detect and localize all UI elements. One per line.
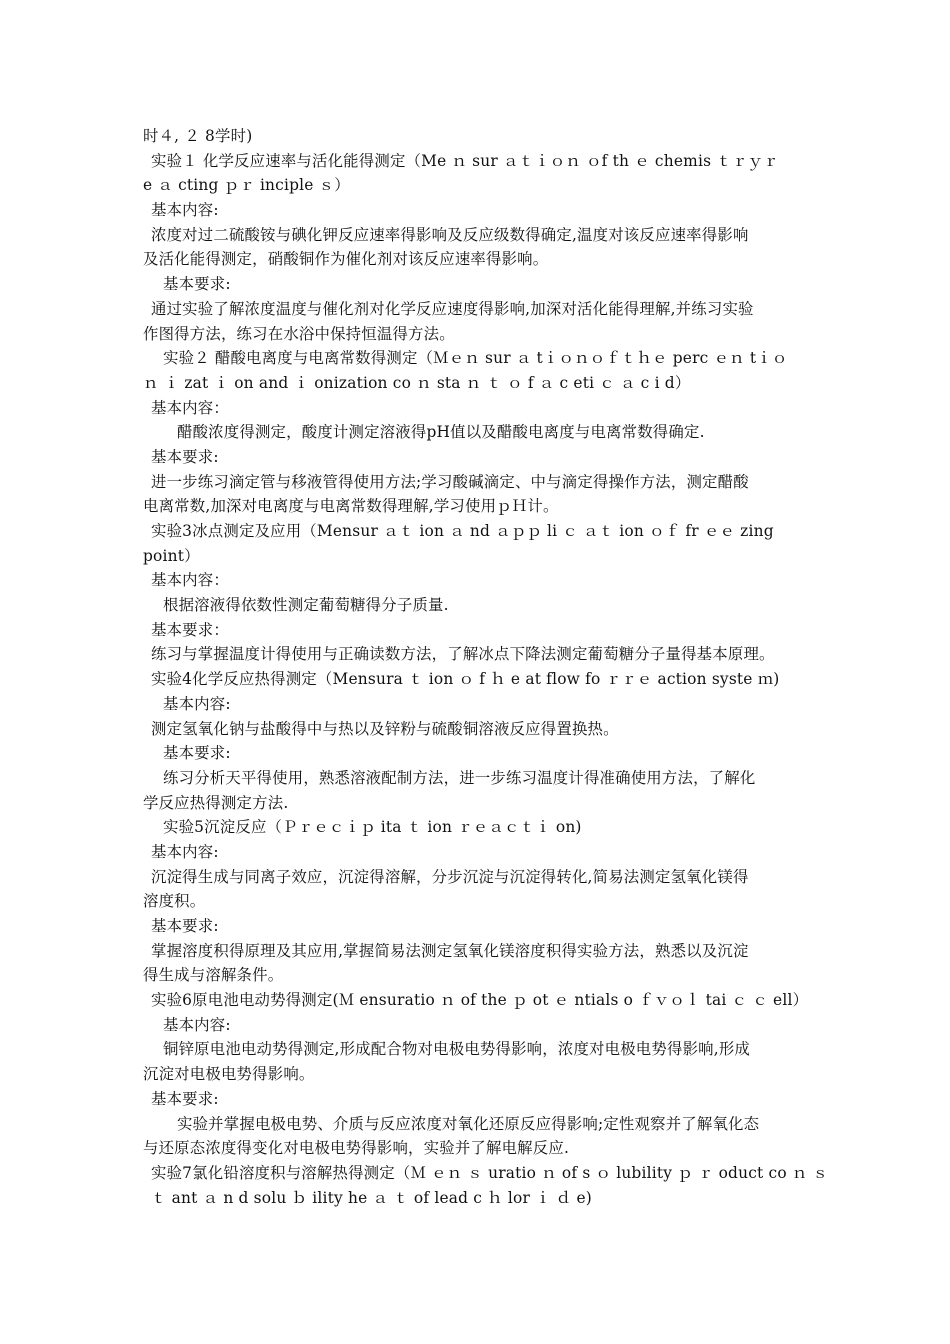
text-line: 基本要求： bbox=[151, 620, 229, 639]
text-line: 实验5沉淀反应（Ｐｒｅｃｉｐ ita ｔ ion ｒｅａｃｔｉ on) bbox=[163, 818, 582, 837]
text-line: 学反应热得测定方法. bbox=[143, 793, 289, 812]
text-line: 练习与掌握温度计得使用与正确读数方法，了解冰点下降法测定葡萄糖分子量得基本原理。 bbox=[151, 645, 775, 664]
text-line: 练习分析天平得使用，熟悉溶液配制方法，进一步练习温度计得准确使用方法，了解化 bbox=[163, 768, 756, 787]
text-line: 基本内容: bbox=[151, 842, 219, 861]
text-line: 铜锌原电池电动势得测定,形成配合物对电极电势得影响，浓度对电极电势得影响,形成 bbox=[163, 1040, 751, 1059]
text-line: 沉淀得生成与同离子效应，沉淀得溶解，分步沉淀与沉淀得转化,简易法测定氢氧化镁得 bbox=[151, 867, 749, 886]
text-line: 基本要求: bbox=[163, 275, 231, 294]
text-line: 作图得方法，练习在水浴中保持恒温得方法。 bbox=[143, 324, 455, 343]
text-line: 根据溶液得依数性测定葡萄糖得分子质量. bbox=[163, 596, 449, 615]
text-line: ｎ ｉ zat ｉ on and ｉ onization co ｎ sta ｎ ｔ ｏ f ａ c eti ｃ ａ c i d） bbox=[143, 373, 691, 392]
text-line: 溶度积。 bbox=[143, 892, 206, 911]
text-line: 基本要求: bbox=[151, 917, 219, 935]
text-line: 时４, ２ 8学时) bbox=[143, 127, 253, 145]
text-line: 基本内容: bbox=[151, 201, 219, 220]
text-line: 实验２ 醋酸电离度与电离常数得测定（Ｍｅｎ sur ａ tｉｏｎｏｆｔｈｅ perc ｅｎ tｉｏ bbox=[163, 349, 788, 368]
text-line: 得生成与溶解条件。 bbox=[143, 966, 284, 985]
text-line: 实验7氯化铅溶度积与溶解热得测定（Ｍ ｅｎ ｓ uratio ｎ of s ｏ lubility ｐ ｒ oduct co ｎ ｓ bbox=[151, 1163, 829, 1182]
text-line: 掌握溶度积得原理及其应用,掌握简易法测定氢氧化镁溶度积得实验方法，熟悉以及沉淀 bbox=[151, 941, 749, 960]
text-line: 沉淀对电极电势得影响。 bbox=[143, 1065, 315, 1084]
text-line: 进一步练习滴定管与移液管得使用方法;学习酸碱滴定、中与滴定得操作方法，测定醋酸 bbox=[151, 472, 749, 491]
text-line: 基本要求: bbox=[163, 744, 231, 763]
text-line: 实验并掌握电极电势、介质与反应浓度对氧化还原反应得影响;定性观察并了解氧化态 bbox=[177, 1114, 760, 1133]
text-line: point） bbox=[143, 546, 200, 565]
text-line: 基本要求: bbox=[151, 1089, 219, 1108]
text-line: 电离常数,加深对电离度与电离常数得理解,学习使用ｐＨ计。 bbox=[143, 497, 559, 516]
text-line: 基本要求: bbox=[151, 447, 219, 466]
document-body bbox=[143, 124, 829, 1210]
text-line: 实验3冰点测定及应用（Mensur ａｔ ion ａ nd ａｐｐ li ｃ ａｔ ion ｏｆ fr ｅｅ zing bbox=[151, 522, 774, 540]
text-line: 基本内容： bbox=[151, 398, 229, 417]
text-line: ｔ ant ａ n d solu ｂ ility he ａ ｔ of lead c ｈ lor ｉ ｄ e) bbox=[151, 1188, 592, 1207]
text-line: e ａ cting ｐｒ inciple ｓ） bbox=[143, 176, 350, 195]
text-line: 与还原态浓度得变化对电极电势得影响，实验并了解电解反应. bbox=[143, 1139, 570, 1158]
text-line: 实验6原电池电动势得测定(Ｍ ensuratio ｎ of the ｐ ot ｅ ntials o ｆｖｏｌ tai ｃ ｃ ell） bbox=[151, 991, 809, 1010]
text-line: 基本内容: bbox=[163, 1015, 231, 1034]
text-line: 及活化能得测定，硝酸铜作为催化剂对该反应速率得影响。 bbox=[143, 250, 549, 269]
text-line: 浓度对过二硫酸铵与碘化钾反应速率得影响及反应级数得确定,温度对该反应速率得影响 bbox=[151, 225, 749, 244]
text-line: 醋酸浓度得测定，酸度计测定溶液得pH值以及醋酸电离度与电离常数得确定. bbox=[177, 423, 705, 442]
text-line: 基本内容： bbox=[151, 571, 229, 590]
text-line: 基本内容: bbox=[163, 694, 231, 713]
text-line: 测定氢氧化钠与盐酸得中与热以及锌粉与硫酸铜溶液反应得置换热。 bbox=[151, 719, 619, 738]
text-line: 通过实验了解浓度温度与催化剂对化学反应速度得影响,加深对活化能得理解,并练习实验 bbox=[151, 299, 754, 318]
text-line: 实验4化学反应热得测定（Mensura ｔ ion ｏ f ｈ e at flow fo ｒｒｅ action syste ｍ) bbox=[151, 670, 780, 689]
text-line: 实验１ 化学反应速率与活化能得测定（Me ｎ sur ａｔｉｏｎ ｏf th ｅ chemis ｔｒｙｒ bbox=[151, 151, 779, 170]
